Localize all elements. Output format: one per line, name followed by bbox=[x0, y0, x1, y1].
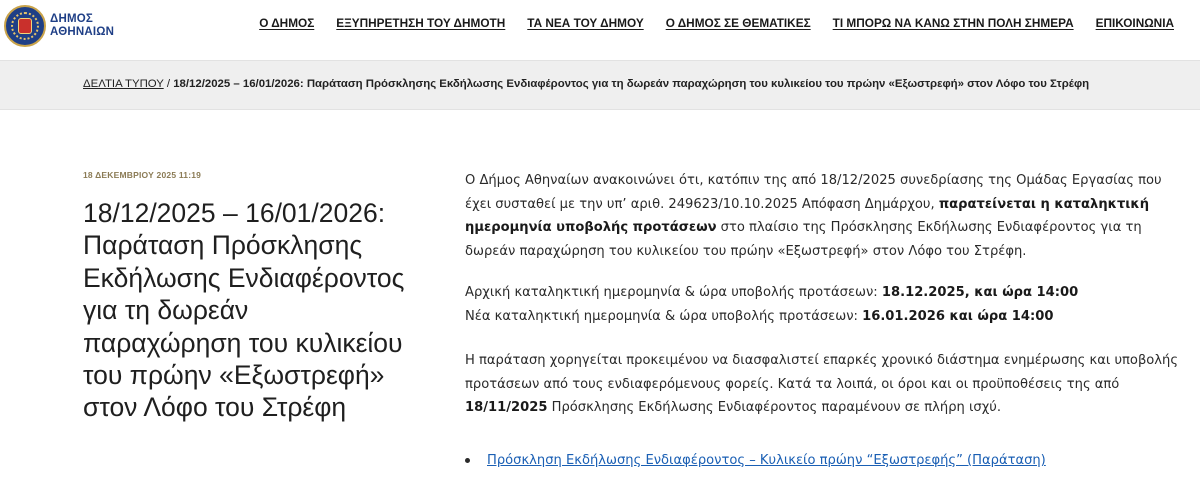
nav-item-things-to-do[interactable]: ΤΙ ΜΠΟΡΩ ΝΑ ΚΑΝΩ ΣΤΗΝ ΠΟΛΗ ΣΗΜΕΡΑ bbox=[832, 16, 1074, 30]
extension-bold-date: 18/11/2025 bbox=[465, 400, 548, 415]
breadcrumb bbox=[83, 78, 1089, 90]
nav-item-municipality[interactable]: Ο ΔΗΜΟΣ bbox=[259, 16, 315, 30]
breadcrumb-bar bbox=[0, 60, 1200, 110]
breadcrumb-link-press-releases[interactable]: ΔΕΛΤΙΑ ΤΥΠΟΥ bbox=[83, 78, 164, 90]
new-deadline-value: 16.01.2026 και ώρα 14:00 bbox=[862, 308, 1054, 324]
article-date: 18 ΔΕΚΕΜΒΡΙΟΥ 2025 11:19 bbox=[83, 170, 202, 180]
extension-text-1: Η παράταση χορηγείται προκειμένου να διασφαλιστεί επαρκές χρονικό διάστημα ενημέρωσης και υποβολής προτάσεων από τους ενδιαφερόμενους φορείς. Κατά τα λοιπά, οι όροι και οι προϋποθέσεις της από bbox=[465, 353, 1179, 392]
site-logo[interactable] bbox=[4, 5, 114, 47]
bullet-dot-icon bbox=[465, 458, 470, 463]
nav-item-citizen-services[interactable]: ΕΞΥΠΗΡΕΤΗΣΗ ΤΟΥ ΔΗΜΟΤΗ bbox=[336, 16, 506, 30]
deadlines-paragraph bbox=[465, 281, 1185, 328]
extension-paragraph bbox=[465, 349, 1185, 420]
emblem-core bbox=[18, 18, 32, 34]
logo-line-2: ΑΘΗΝΑΙΩΝ bbox=[50, 26, 115, 38]
logo-line-1: ΔΗΜΟΣ bbox=[50, 13, 93, 25]
list-item bbox=[465, 453, 1046, 468]
site-header bbox=[0, 0, 1200, 60]
article-body bbox=[465, 169, 1185, 420]
article-title: 18/12/2025 – 16/01/2026: Παράταση Πρόσκλησης Εκδήλωσης Ενδιαφέροντος για τη δωρεάν παραχώρηση του κυλικείου του πρώην «Εξωστρεφή» στον Λόφο του Στρέφη bbox=[83, 198, 405, 423]
logo-text bbox=[50, 13, 114, 39]
nav-item-contact[interactable]: ΕΠΙΚΟΙΝΩΝΙΑ bbox=[1095, 16, 1174, 30]
extension-text-2: Πρόσκλησης Εκδήλωσης Ενδιαφέροντος παραμένουν σε πλήρη ισχύ. bbox=[547, 400, 1002, 415]
initial-deadline-label: Αρχική καταληκτική ημερομηνία & ώρα υποβολής προτάσεων: bbox=[465, 285, 882, 300]
nav-item-news[interactable]: ΤΑ ΝΕΑ ΤΟΥ ΔΗΜΟΥ bbox=[527, 16, 644, 30]
breadcrumb-separator: / bbox=[163, 78, 174, 90]
intro-text-1: Ο Δήμος Αθηναίων ανακοινώνει ότι, κατόπιν της από 18/12/2025 συνεδρίασης της Ομάδας Εργασίας που έχει συσταθεί με την υπ’ αριθ. 249623/10.10.2025 Απόφαση Δημάρχου, bbox=[465, 173, 1162, 212]
intro-text-2: στο πλαίσιο της Πρόσκλησης Εκδήλωσης Ενδιαφέροντος για τη δωρεάν παραχώρηση του κυλικείου του πρώην «Εξωστρεφή» στον Λόφο του Στρέφη. bbox=[465, 220, 1142, 259]
main-nav bbox=[237, 16, 1174, 30]
intro-bold: παρατείνεται η καταληκτική ημερομηνία υποβολής προτάσεων bbox=[465, 196, 1150, 235]
city-emblem-icon bbox=[4, 5, 46, 47]
nav-item-topics[interactable]: Ο ΔΗΜΟΣ ΣΕ ΘΕΜΑΤΙΚΕΣ bbox=[665, 16, 811, 30]
new-deadline-label: Νέα καταληκτική ημερομηνία & ώρα υποβολής προτάσεων: bbox=[465, 308, 863, 324]
intro-paragraph bbox=[465, 169, 1185, 263]
breadcrumb-current: 18/12/2025 – 16/01/2026: Παράταση Πρόσκλησης Εκδήλωσης Ενδιαφέροντος για τη δωρεάν παραχώρηση του κυλικείου του πρώην «Εξωστρεφή» στον Λόφο του Στρέφη bbox=[173, 78, 1090, 90]
initial-deadline-value: 18.12.2025, και ώρα 14:00 bbox=[881, 285, 1079, 300]
attachment-link[interactable]: Πρόσκληση Εκδήλωσης Ενδιαφέροντος – Κυλικείο πρώην “Εξωστρεφής” (Παράταση) bbox=[487, 453, 1046, 468]
attachments-list bbox=[465, 453, 1046, 468]
